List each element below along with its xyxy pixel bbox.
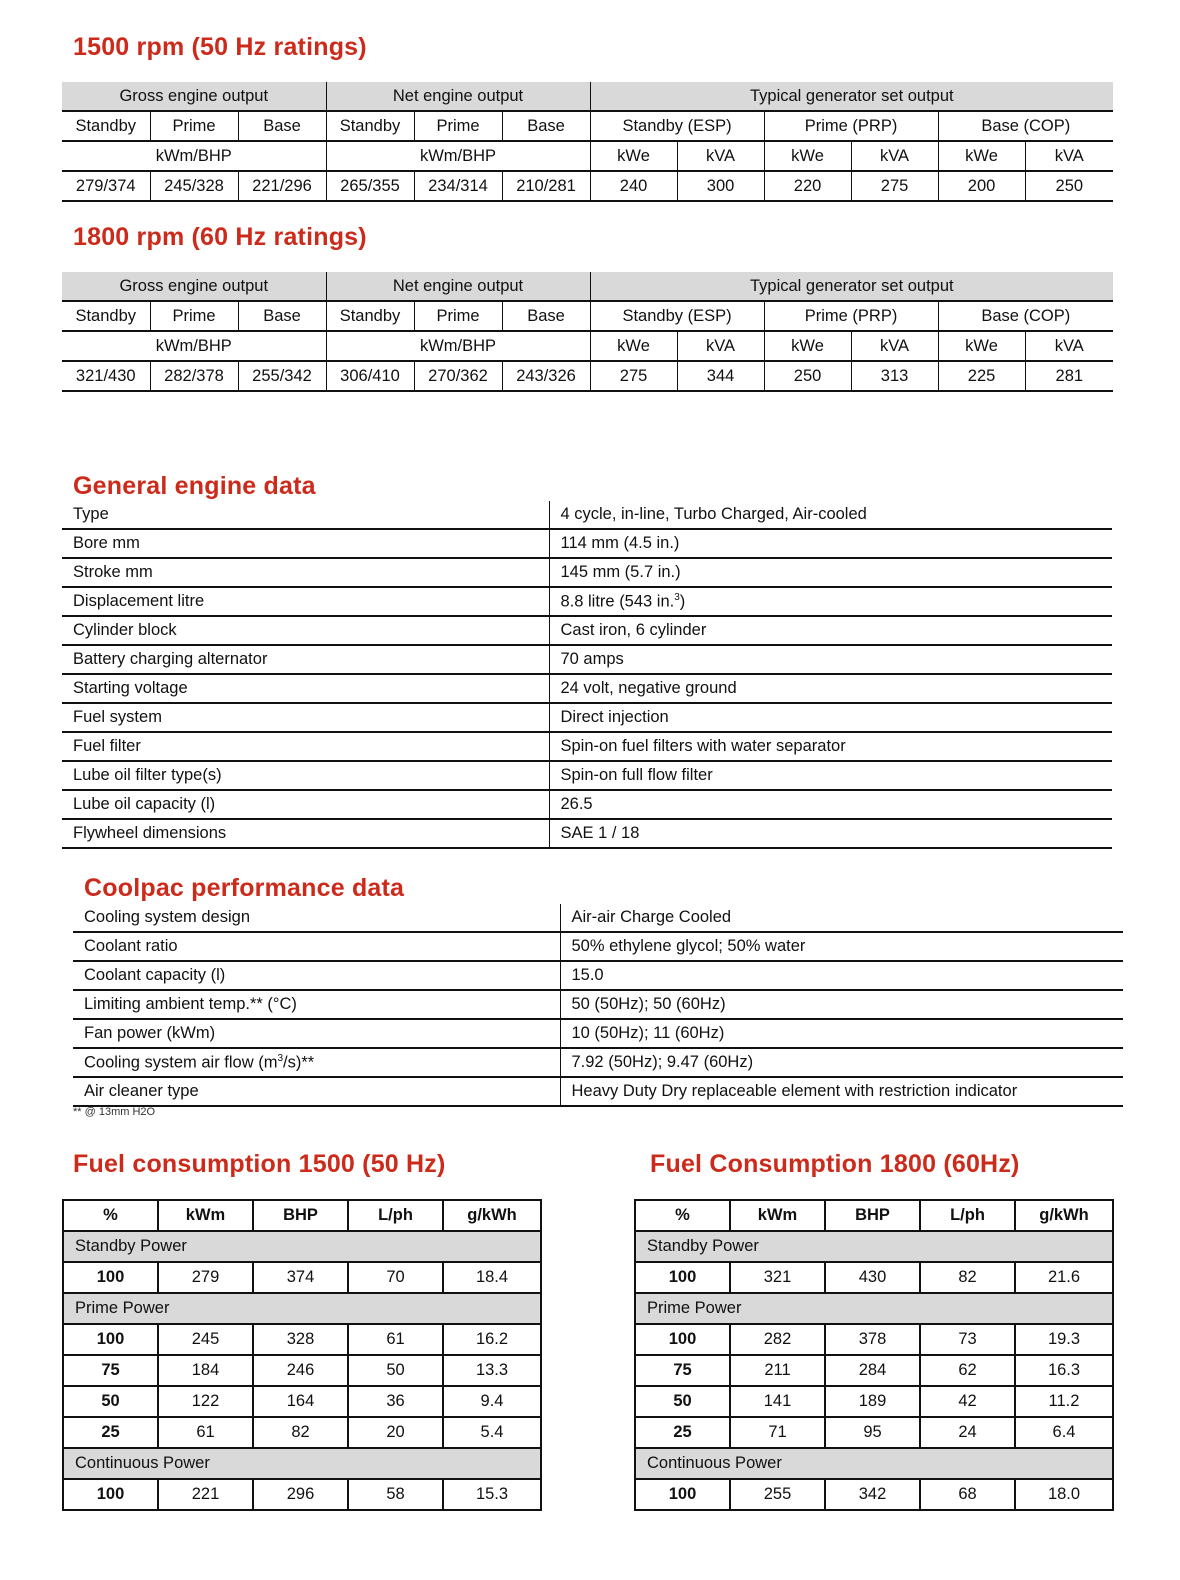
value-cell: 265/355 [326, 171, 414, 201]
lph-cell: 36 [348, 1386, 443, 1417]
section-header: Standby Power [63, 1231, 541, 1262]
unit-label: kVA [851, 141, 938, 171]
row-label: Fuel system [62, 703, 549, 732]
row-label: Battery charging alternator [62, 645, 549, 674]
bhp-cell: 82 [253, 1417, 348, 1448]
value-cell: 240 [590, 171, 677, 201]
bhp-cell: 342 [825, 1479, 920, 1510]
sub-header: Prime [150, 301, 238, 331]
row-label: Fan power (kWm) [73, 1019, 560, 1048]
unit-label: kVA [1025, 331, 1113, 361]
gkwh-cell: 19.3 [1015, 1324, 1113, 1355]
coolpac-title: Coolpac performance data [84, 874, 405, 902]
group-genset: Typical generator set output [590, 82, 1113, 111]
value-tail: ) [679, 592, 686, 611]
gkwh-cell: 5.4 [443, 1417, 541, 1448]
unit-label: kVA [851, 331, 938, 361]
row-value: 50 (50Hz); 50 (60Hz) [560, 990, 1123, 1019]
value-cell: 220 [764, 171, 851, 201]
sub-header: Standby (ESP) [590, 301, 764, 331]
table-row [635, 1262, 1113, 1293]
percent-cell: 100 [635, 1324, 730, 1355]
unit-label: kWe [764, 141, 851, 171]
label-tail: /s)** [283, 1053, 315, 1072]
row-label: Fuel filter [62, 732, 549, 761]
kwm-cell: 141 [730, 1386, 825, 1417]
row-value: 24 volt, negative ground [549, 674, 1112, 703]
label-text: Cooling system air flow (m [84, 1053, 278, 1072]
bhp-cell: 374 [253, 1262, 348, 1293]
percent-cell: 75 [635, 1355, 730, 1386]
table-row [635, 1324, 1113, 1355]
unit-label: kWe [590, 331, 677, 361]
section-header: Standby Power [635, 1231, 1113, 1262]
ratings-50hz-title: 1500 rpm (50 Hz ratings) [73, 33, 367, 61]
lph-cell: 20 [348, 1417, 443, 1448]
table-row [62, 703, 1112, 732]
percent-cell: 100 [63, 1479, 158, 1510]
table-row [62, 790, 1112, 819]
bhp-cell: 378 [825, 1324, 920, 1355]
row-value: 7.92 (50Hz); 9.47 (60Hz) [560, 1048, 1123, 1077]
table-row [73, 1048, 1123, 1077]
kwm-cell: 282 [730, 1324, 825, 1355]
column-header: g/kWh [443, 1200, 541, 1231]
kwm-cell: 321 [730, 1262, 825, 1293]
sub-header: Base [238, 301, 326, 331]
table-row [62, 761, 1112, 790]
unit-label: kVA [677, 141, 764, 171]
sub-header: Prime (PRP) [764, 111, 938, 141]
row-label: Displacement litre [62, 587, 549, 616]
gkwh-cell: 11.2 [1015, 1386, 1113, 1417]
row-label: Limiting ambient temp.** (°C) [73, 990, 560, 1019]
value-cell: 275 [851, 171, 938, 201]
table-row [62, 558, 1112, 587]
gkwh-cell: 13.3 [443, 1355, 541, 1386]
value-cell: 250 [1025, 171, 1113, 201]
gkwh-cell: 18.0 [1015, 1479, 1113, 1510]
lph-cell: 24 [920, 1417, 1015, 1448]
ratings-60hz-table [62, 272, 1113, 392]
section-header: Prime Power [63, 1293, 541, 1324]
unit-label: kWm/BHP [326, 141, 590, 171]
sub-header: Base [502, 111, 590, 141]
gkwh-cell: 6.4 [1015, 1417, 1113, 1448]
percent-cell: 50 [63, 1386, 158, 1417]
gkwh-cell: 18.4 [443, 1262, 541, 1293]
coolpac-table [73, 904, 1123, 1107]
value-cell: 210/281 [502, 171, 590, 201]
kwm-cell: 184 [158, 1355, 253, 1386]
general-engine-data-table [62, 501, 1112, 849]
table-row [63, 1355, 541, 1386]
sub-header: Standby [62, 301, 150, 331]
value-cell: 344 [677, 361, 764, 391]
row-value: 50% ethylene glycol; 50% water [560, 932, 1123, 961]
value-cell: 255/342 [238, 361, 326, 391]
percent-cell: 25 [635, 1417, 730, 1448]
row-value: 10 (50Hz); 11 (60Hz) [560, 1019, 1123, 1048]
row-label: Lube oil capacity (l) [62, 790, 549, 819]
sub-header: Base [238, 111, 326, 141]
bhp-cell: 284 [825, 1355, 920, 1386]
row-label: Starting voltage [62, 674, 549, 703]
value-cell: 275 [590, 361, 677, 391]
column-header: % [63, 1200, 158, 1231]
unit-label: kWm/BHP [326, 331, 590, 361]
sub-header: Base [502, 301, 590, 331]
table-row [62, 587, 1112, 616]
table-row [63, 1479, 541, 1510]
section-header: Prime Power [635, 1293, 1113, 1324]
column-header: kWm [158, 1200, 253, 1231]
value-cell: 321/430 [62, 361, 150, 391]
value-text: 8.8 litre (543 in. [560, 592, 675, 611]
gkwh-cell: 16.3 [1015, 1355, 1113, 1386]
row-value: Air-air Charge Cooled [560, 904, 1123, 932]
table-row [73, 961, 1123, 990]
gkwh-cell: 16.2 [443, 1324, 541, 1355]
kwm-cell: 279 [158, 1262, 253, 1293]
value-cell: 270/362 [414, 361, 502, 391]
value-cell: 225 [938, 361, 1025, 391]
unit-label: kWm/BHP [62, 141, 326, 171]
superscript: 3 [277, 1052, 284, 1064]
column-header: % [635, 1200, 730, 1231]
column-header: BHP [253, 1200, 348, 1231]
row-value: Spin-on full flow filter [549, 761, 1112, 790]
percent-cell: 75 [63, 1355, 158, 1386]
sub-header: Standby (ESP) [590, 111, 764, 141]
row-value: 145 mm (5.7 in.) [549, 558, 1112, 587]
column-header: L/ph [348, 1200, 443, 1231]
value-cell: 313 [851, 361, 938, 391]
row-label: Coolant ratio [73, 932, 560, 961]
footnote: ** @ 13mm H2O [73, 1106, 156, 1118]
unit-label: kWm/BHP [62, 331, 326, 361]
sub-header: Standby [62, 111, 150, 141]
table-row [635, 1479, 1113, 1510]
kwm-cell: 211 [730, 1355, 825, 1386]
bhp-cell: 328 [253, 1324, 348, 1355]
table-row [73, 1019, 1123, 1048]
percent-cell: 100 [63, 1324, 158, 1355]
fuel-50hz-title: Fuel consumption 1500 (50 Hz) [73, 1150, 446, 1178]
table-row [62, 501, 1112, 529]
general-engine-data-title: General engine data [73, 472, 316, 500]
column-header: kWm [730, 1200, 825, 1231]
fuel-60hz-title: Fuel Consumption 1800 (60Hz) [650, 1150, 1020, 1178]
kwm-cell: 61 [158, 1417, 253, 1448]
kwm-cell: 71 [730, 1417, 825, 1448]
group-net: Net engine output [326, 82, 590, 111]
row-label: Cylinder block [62, 616, 549, 645]
table-row [63, 1417, 541, 1448]
lph-cell: 58 [348, 1479, 443, 1510]
value-cell: 250 [764, 361, 851, 391]
value-cell: 243/326 [502, 361, 590, 391]
value-cell: 234/314 [414, 171, 502, 201]
table-row [73, 932, 1123, 961]
gkwh-cell: 15.3 [443, 1479, 541, 1510]
row-value: Spin-on fuel filters with water separator [549, 732, 1112, 761]
row-value [549, 587, 1112, 616]
section-header: Continuous Power [635, 1448, 1113, 1479]
column-header: BHP [825, 1200, 920, 1231]
gkwh-cell: 9.4 [443, 1386, 541, 1417]
lph-cell: 68 [920, 1479, 1015, 1510]
group-gross: Gross engine output [62, 272, 326, 301]
lph-cell: 70 [348, 1262, 443, 1293]
unit-label: kWe [764, 331, 851, 361]
table-row [62, 732, 1112, 761]
gkwh-cell: 21.6 [1015, 1262, 1113, 1293]
table-row [73, 904, 1123, 932]
fuel-60hz-table [634, 1199, 1114, 1511]
kwm-cell: 245 [158, 1324, 253, 1355]
value-cell: 282/378 [150, 361, 238, 391]
sub-header: Prime (PRP) [764, 301, 938, 331]
value-cell: 279/374 [62, 171, 150, 201]
row-label: Air cleaner type [73, 1077, 560, 1106]
value-cell: 306/410 [326, 361, 414, 391]
ratings-50hz-table [62, 82, 1113, 202]
sub-header: Base (COP) [938, 111, 1113, 141]
group-net: Net engine output [326, 272, 590, 301]
row-label: Coolant capacity (l) [73, 961, 560, 990]
section-header: Continuous Power [63, 1448, 541, 1479]
sub-header: Prime [150, 111, 238, 141]
row-value: 15.0 [560, 961, 1123, 990]
row-label: Stroke mm [62, 558, 549, 587]
unit-label: kWe [938, 141, 1025, 171]
sub-header: Standby [326, 111, 414, 141]
row-value: 114 mm (4.5 in.) [549, 529, 1112, 558]
table-row [63, 1324, 541, 1355]
row-label: Bore mm [62, 529, 549, 558]
kwm-cell: 122 [158, 1386, 253, 1417]
sub-header: Base (COP) [938, 301, 1113, 331]
kwm-cell: 255 [730, 1479, 825, 1510]
table-row [62, 674, 1112, 703]
value-cell: 245/328 [150, 171, 238, 201]
lph-cell: 62 [920, 1355, 1015, 1386]
row-value: 26.5 [549, 790, 1112, 819]
table-row [635, 1355, 1113, 1386]
value-cell: 221/296 [238, 171, 326, 201]
lph-cell: 73 [920, 1324, 1015, 1355]
value-cell: 300 [677, 171, 764, 201]
unit-label: kVA [1025, 141, 1113, 171]
row-value: Direct injection [549, 703, 1112, 732]
value-cell: 281 [1025, 361, 1113, 391]
column-header: g/kWh [1015, 1200, 1113, 1231]
fuel-50hz-table [62, 1199, 542, 1511]
bhp-cell: 246 [253, 1355, 348, 1386]
table-row [63, 1262, 541, 1293]
table-row [73, 1077, 1123, 1106]
row-value: SAE 1 / 18 [549, 819, 1112, 848]
sub-header: Standby [326, 301, 414, 331]
lph-cell: 82 [920, 1262, 1015, 1293]
bhp-cell: 95 [825, 1417, 920, 1448]
percent-cell: 100 [635, 1262, 730, 1293]
row-value: 70 amps [549, 645, 1112, 674]
percent-cell: 100 [63, 1262, 158, 1293]
value-cell: 200 [938, 171, 1025, 201]
unit-label: kWe [938, 331, 1025, 361]
table-row [635, 1386, 1113, 1417]
table-row [62, 645, 1112, 674]
unit-label: kVA [677, 331, 764, 361]
ratings-60hz-title: 1800 rpm (60 Hz ratings) [73, 223, 367, 251]
bhp-cell: 430 [825, 1262, 920, 1293]
row-label: Lube oil filter type(s) [62, 761, 549, 790]
row-value: Heavy Duty Dry replaceable element with restriction indicator [560, 1077, 1123, 1106]
unit-label: kWe [590, 141, 677, 171]
table-row [635, 1417, 1113, 1448]
table-row [62, 616, 1112, 645]
row-label: Cooling system design [73, 904, 560, 932]
superscript: 3 [674, 591, 680, 603]
sub-header: Prime [414, 301, 502, 331]
bhp-cell: 164 [253, 1386, 348, 1417]
column-header: L/ph [920, 1200, 1015, 1231]
table-row [62, 819, 1112, 848]
lph-cell: 61 [348, 1324, 443, 1355]
percent-cell: 100 [635, 1479, 730, 1510]
table-row [63, 1386, 541, 1417]
group-gross: Gross engine output [62, 82, 326, 111]
bhp-cell: 189 [825, 1386, 920, 1417]
group-genset: Typical generator set output [590, 272, 1113, 301]
row-label [73, 1048, 560, 1077]
row-label: Type [62, 501, 549, 529]
row-label: Flywheel dimensions [62, 819, 549, 848]
table-row [62, 529, 1112, 558]
bhp-cell: 296 [253, 1479, 348, 1510]
lph-cell: 42 [920, 1386, 1015, 1417]
table-row [73, 990, 1123, 1019]
percent-cell: 25 [63, 1417, 158, 1448]
lph-cell: 50 [348, 1355, 443, 1386]
row-value: 4 cycle, in-line, Turbo Charged, Air-cooled [549, 501, 1112, 529]
sub-header: Prime [414, 111, 502, 141]
percent-cell: 50 [635, 1386, 730, 1417]
kwm-cell: 221 [158, 1479, 253, 1510]
row-value: Cast iron, 6 cylinder [549, 616, 1112, 645]
